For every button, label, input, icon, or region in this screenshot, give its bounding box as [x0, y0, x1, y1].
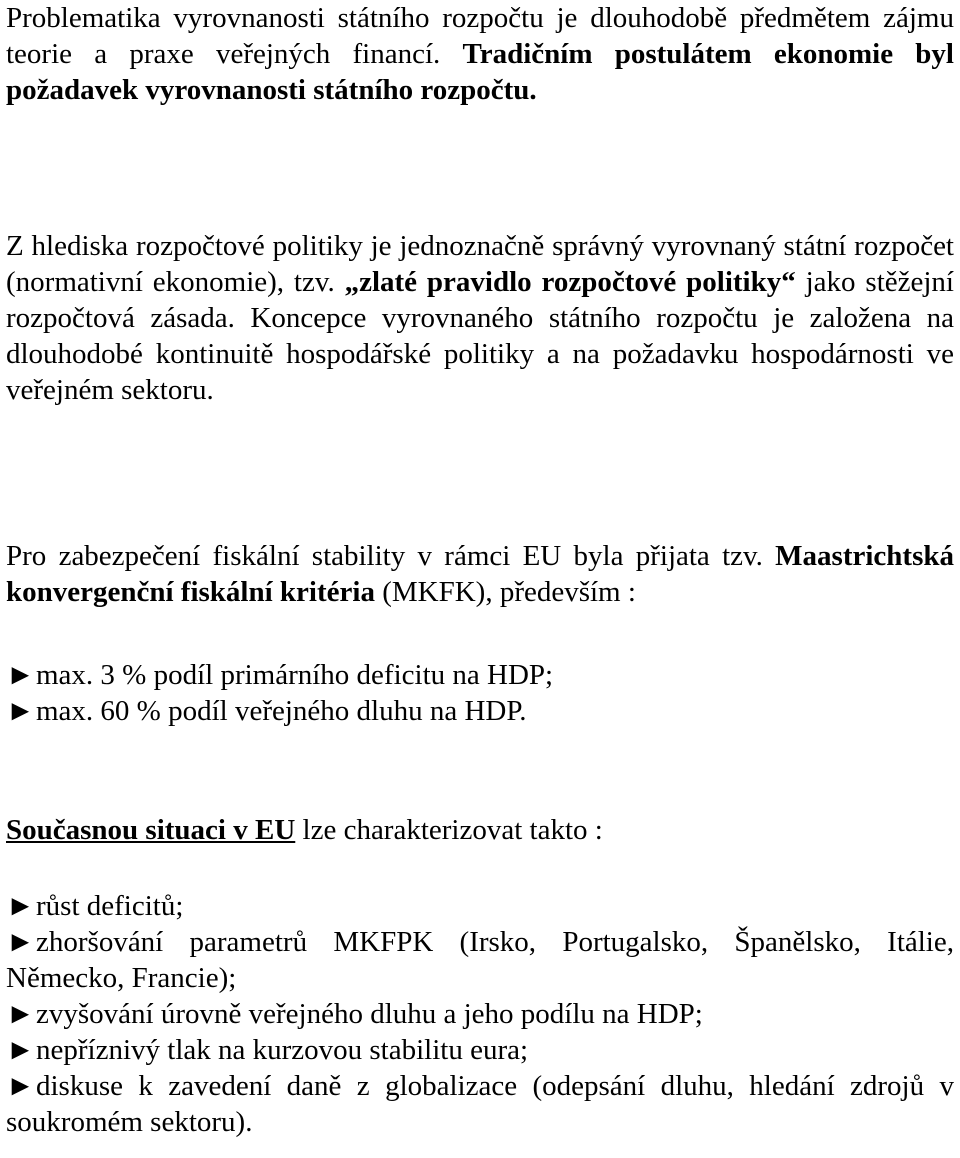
list-item — [6, 657, 954, 693]
list-item — [6, 1032, 954, 1068]
maastricht-text-end: (MKFK), především : — [374, 576, 636, 608]
intro-text: Problematika vyrovnanosti státního rozpočtu je dlouhodobě předmětem zájmu teorie a praxe veřejných financí. — [6, 2, 954, 70]
triangle-bullet-icon: ► — [6, 1034, 35, 1066]
triangle-bullet-icon: ► — [6, 659, 35, 691]
triangle-bullet-icon: ► — [6, 998, 35, 1030]
list-item — [6, 693, 954, 729]
list-situation — [6, 888, 954, 1140]
golden-rule-bold: „zlaté pravidlo rozpočtové politiky“ — [344, 266, 796, 298]
current-situation-text: lze charakterizovat takto : — [295, 814, 603, 846]
paragraph-intro — [6, 0, 954, 108]
paragraph-current-situation — [6, 812, 954, 848]
list-item-text: max. 60 % podíl veřejného dluhu na HDP. — [36, 695, 527, 727]
list-item — [6, 924, 954, 996]
list-item-text: růst deficitů; — [36, 890, 184, 922]
golden-rule-text-start: Z hlediska rozpočtové politiky je jednoznačně správný vyrovnaný státní rozpočet (normativní ekonomie), tzv. — [6, 230, 954, 298]
list-item-text: nepříznivý tlak na kurzovou stabilitu eura; — [36, 1034, 529, 1066]
current-situation-heading: Současnou situaci v EU — [6, 814, 296, 846]
triangle-bullet-icon: ► — [6, 1070, 35, 1102]
paragraph-maastricht — [6, 538, 954, 610]
triangle-bullet-icon: ► — [6, 695, 35, 727]
list-item-text: zvyšování úrovně veřejného dluhu a jeho podílu na HDP; — [36, 998, 703, 1030]
list-item — [6, 888, 954, 924]
intro-bold-postulate: Tradičním postulátem ekonomie byl požadavek vyrovnanosti státního rozpočtu. — [6, 38, 954, 106]
triangle-bullet-icon: ► — [6, 926, 35, 958]
list-item — [6, 996, 954, 1032]
maastricht-bold: Maastrichtská konvergenční fiskální kritéria — [6, 540, 954, 608]
list-item-text: max. 3 % podíl primárního deficitu na HDP; — [36, 659, 554, 691]
list-criteria — [6, 657, 954, 729]
triangle-bullet-icon: ► — [6, 890, 35, 922]
list-item-text: diskuse k zavedení daně z globalizace (odepsání dluhu, hledání zdrojů v soukromém sektoru). — [6, 1070, 954, 1138]
golden-rule-text-end: jako stěžejní rozpočtová zásada. Koncepce vyrovnaného státního rozpočtu je založena na dlouhodobé kontinuitě hospodářské politiky a na požadavku hospodárnosti ve veřejném sektoru. — [6, 266, 954, 406]
paragraph-golden-rule — [6, 228, 954, 408]
list-item-text: zhoršování parametrů MKFPK (Irsko, Portugalsko, Španělsko, Itálie, Německo, Francie); — [6, 926, 954, 994]
list-item — [6, 1068, 954, 1140]
maastricht-text-start: Pro zabezpečení fiskální stability v rámci EU byla přijata tzv. — [6, 540, 776, 572]
